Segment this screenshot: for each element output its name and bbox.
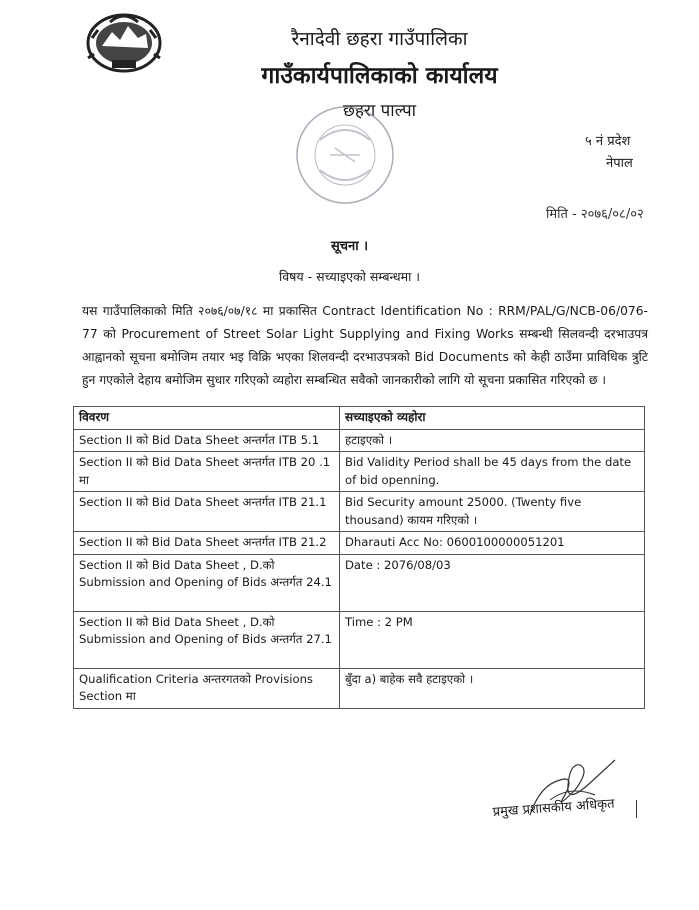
municipality-name: रैनादेवी छहरा गाउँपालिका	[291, 28, 468, 50]
row-item: Section II को Bid Data Sheet , D.को Submission and Opening of Bids अन्तर्गत 24.1	[74, 554, 340, 611]
column-header-description: विवरण	[74, 407, 340, 430]
notice-subject: विषय - सच्याइएको सम्बन्धमा ।	[278, 269, 421, 284]
table-row	[74, 492, 645, 532]
row-correction: Dharauti Acc No: 0600100000051201	[340, 532, 645, 555]
row-item: Section II को Bid Data Sheet अन्तर्गत ITB 20 .1 मा	[74, 452, 340, 492]
office-location: छहरा पाल्पा	[342, 101, 417, 121]
row-correction: Time : 2 PM	[340, 611, 645, 668]
corrections-table	[73, 406, 645, 709]
table-row	[74, 532, 645, 555]
row-correction: Date : 2076/08/03	[340, 554, 645, 611]
row-item: Section II को Bid Data Sheet , D.को Submission and Opening of Bids अन्तर्गत 27.1	[74, 611, 340, 668]
row-correction: बुँदा a) बाहेक सवै हटाइएको ।	[340, 668, 645, 708]
signatory-title: प्रमुख प्रशासकीय अधिकृत	[492, 796, 616, 820]
notice-title: सूचना ।	[330, 239, 369, 254]
row-correction: हटाइएको ।	[340, 429, 645, 452]
row-item: Section II को Bid Data Sheet अन्तर्गत ITB 21.1	[74, 492, 340, 532]
table-header-row	[74, 407, 645, 430]
office-seal-icon	[290, 100, 400, 210]
column-header-correction: सच्याइएको व्यहोरा	[340, 407, 645, 430]
row-correction: Bid Security amount 25000. (Twenty five thousand) कायम गरिएको ।	[340, 492, 645, 532]
country-label: नेपाल	[606, 156, 633, 171]
row-correction: Bid Validity Period shall be 45 days from the date of bid openning.	[340, 452, 645, 492]
table-row	[74, 452, 645, 492]
table-row	[74, 554, 645, 611]
row-item: Section II को Bid Data Sheet अन्तर्गत ITB 5.1	[74, 429, 340, 452]
table-row	[74, 429, 645, 452]
row-item: Qualification Criteria अन्तरगतको Provisions Section मा	[74, 668, 340, 708]
signature-divider	[636, 800, 637, 818]
notice-date: मिति - २०७६/०८/०२	[546, 207, 644, 222]
row-item: Section II को Bid Data Sheet अन्तर्गत ITB 21.2	[74, 532, 340, 555]
table-row	[74, 611, 645, 668]
table-row	[74, 668, 645, 708]
province-label: ५ नं प्रदेश	[585, 134, 631, 149]
notice-body: यस गाउँपालिकाको मिति २०७६/०७/१८ मा प्रकासित Contract Identification No : RRM/PAL/G/NCB-06/076-77 को Procurement of Street Solar Light Supplying and Fixing Works सम्बन्धी सिलवन्दी दरभाउपत्र आह्वानको सूचना बमोजिम तयार भइ विक्रि भएका शिलवन्दी दरभाउपत्रको Bid Documents को केही ठाउँमा प्राविधिक त्रुटि हुन गएकोले देहाय बमोजिम सुधार गरिएको व्यहोरा सम्बन्धित सवैको जानकारीको लागि यो सूचना प्रकासित गरिएको छ ।	[82, 304, 648, 387]
office-name: गाउँकार्यपालिकाको कार्यालय	[261, 63, 498, 89]
